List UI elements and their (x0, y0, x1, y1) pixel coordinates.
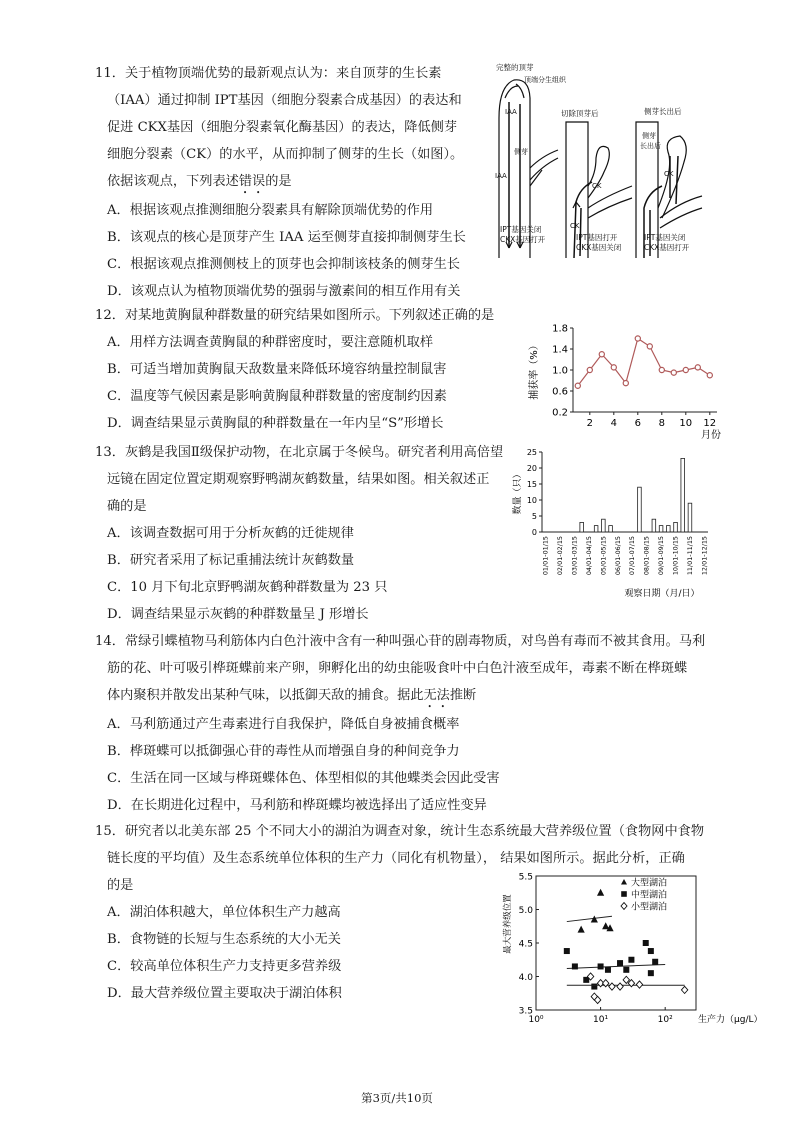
label-ck-1: CK (592, 182, 602, 190)
panel3-gene-label-1: IPT基因关闭 (644, 233, 686, 242)
x-tick-label: 11/01-11/15 (685, 536, 694, 576)
data-point (635, 336, 640, 341)
q11-stem-line: 依据该观点，下列表述错误的是 (107, 174, 292, 189)
label-lateral-out-1: 侧芽 (642, 132, 656, 140)
x-tick-label: 8 (658, 418, 665, 429)
q13-stem-line: 确的是 (107, 499, 147, 514)
legend-label: 中型湖泊 (631, 890, 668, 901)
bar (638, 487, 642, 532)
q14-option-b: B．桦斑蝶可以抵御强心苷的毒性从而增强自身的种间竞争力 (107, 744, 460, 759)
q15-option-a: A．湖泊体积越大，单位体积生产力越高 (107, 905, 341, 920)
y-tick-label: 0.6 (552, 386, 568, 398)
x-tick-label: 04/01-04/15 (584, 536, 593, 576)
y-axis-label: 最大营养级位置 (503, 894, 513, 954)
panel1-gene-label-1: IPT基因关闭 (500, 225, 542, 234)
x-tick-label: 10⁰ (528, 1015, 544, 1025)
q11-stem-line: 11．关于植物顶端优势的最新观点认为：来自顶芽的生长素 (95, 66, 442, 81)
data-point (564, 948, 570, 954)
data-point (609, 983, 615, 990)
label-ck-3: CK (664, 170, 674, 178)
x-tick-label: 05/01-05/15 (599, 536, 608, 576)
q13-option-a: A．该调查数据可用于分析灰鹤的迁徙规律 (107, 526, 354, 541)
q11-option-d: D．该观点认为植物顶端优势的强弱与激素间的相互作用有关 (107, 284, 461, 299)
data-point (695, 365, 700, 370)
q11-stem-line: 促进 CKX基因（细胞分裂素氧化酶基因）的表达，降低侧芽 (107, 120, 458, 135)
data-point (671, 370, 676, 375)
q15-stem-line: 的是 (107, 878, 134, 893)
y-tick-label: 1.4 (552, 344, 568, 356)
x-tick-label: 10¹ (593, 1015, 609, 1025)
x-tick-label: 06/01-06/15 (613, 536, 622, 576)
question-11 (95, 60, 466, 305)
bar (602, 519, 606, 532)
y-tick-label: 5 (531, 512, 537, 521)
label-iaa-2: IAA (495, 172, 507, 180)
bar (688, 503, 692, 532)
x-axis-label: 月份 (701, 430, 721, 441)
panel3-gene-label-2: CKX基因打开 (644, 243, 690, 252)
lake-scatter-chart (500, 868, 763, 1028)
y-tick-label: 1.0 (552, 365, 568, 377)
x-tick-label: 10 (679, 418, 693, 429)
data-point (652, 959, 658, 965)
bar (609, 526, 613, 532)
bar (652, 519, 656, 532)
x-tick-label: 02/01-02/15 (556, 536, 565, 576)
label-lateral-out-2: 长出后 (640, 142, 661, 150)
q11-option-b: B．该观点的核心是顶芽产生 IAA 运至侧芽直接抑制侧芽生长 (107, 230, 466, 245)
rat-chart (527, 320, 727, 440)
x-tick-label: 10² (657, 1015, 673, 1025)
q14-stem-line: 筋的花、叶可吸引桦斑蝶前来产卵，卵孵化出的幼虫能吸食叶中白色汁液至成年，毒素不断在桦斑蝶 (107, 661, 688, 676)
data-point (591, 984, 597, 990)
data-point (659, 367, 664, 372)
bar (580, 522, 584, 532)
x-axis-label: 生产力（μg/L） (698, 1015, 763, 1025)
data-point (636, 981, 642, 988)
q14-stem-line: 14．常绿引蝶植物马利筋体内白色汁液中含有一种叫强心苷的剧毒物质，对鸟兽有毒而不被其食用。马利 (95, 634, 706, 649)
legend-marker (621, 879, 627, 885)
panel1-gene-label-2: CKX基因打开 (500, 235, 546, 244)
data-point (707, 373, 712, 378)
q11-stem-line: （IAA）通过抑制 IPT基因（细胞分裂素合成基因）的表达和 (107, 93, 462, 108)
data-point (598, 963, 604, 969)
figure-11-diagram (484, 58, 706, 264)
data-point (597, 889, 604, 896)
x-tick-label: 09/01-09/15 (657, 536, 666, 576)
label-lateral-growth: 侧芽长出后 (644, 107, 682, 116)
data-point (648, 970, 654, 976)
q13-option-c: C．10 月下旬北京野鸭湖灰鹤种群数量为 23 只 (107, 580, 388, 595)
q14-option-d: D．在长期进化过程中，马利筋和桦斑蝶均被选择出了适应性变异 (107, 798, 487, 813)
y-tick-label: 4.5 (518, 939, 533, 950)
bar (681, 458, 685, 532)
bar (659, 526, 663, 532)
q15-stem-line: 链长度的平均值）及生态系统单位体积的生产力（同化有机物量）， 结果如图所示。据此分析，正确 (107, 851, 685, 866)
series-line (578, 339, 710, 386)
q11-option-a: A．根据该观点推测细胞分裂素具有解除顶端优势的作用 (107, 203, 434, 218)
trend-line (567, 916, 612, 921)
lake-chart (500, 868, 763, 1028)
data-point (575, 383, 580, 388)
y-tick-label: 0.2 (552, 407, 568, 419)
data-point (617, 960, 623, 966)
x-tick-label: 6 (634, 418, 641, 429)
data-point (599, 352, 604, 357)
data-point (578, 926, 585, 933)
panel2-gene-label-1: IPT基因打开 (576, 233, 618, 242)
x-tick-label: 12 (703, 418, 717, 429)
q12-option-c: C．温度等气候因素是影响黄胸鼠种群数量的密度制约因素 (107, 389, 447, 404)
y-tick-label: 10 (526, 496, 537, 505)
label-ck-2: CK (570, 222, 580, 230)
legend-marker (621, 903, 627, 910)
x-tick-label: 10/01-10/15 (671, 536, 680, 576)
data-point (647, 344, 652, 349)
x-tick-label: 03/01-03/15 (570, 536, 579, 576)
label-intact-bud: 完整的顶芽 (496, 63, 534, 72)
q15-stem-line: 15．研究者以北美东部 25 个不同大小的湖泊为调查对象，统计生态系统最大营养级位置（食物网中食物 (95, 824, 705, 839)
q13-stem-line: 13．灰鹤是我国Ⅱ级保护动物，在北京属于冬候鸟。研究者利用高倍望 (95, 445, 504, 460)
data-point (643, 940, 649, 946)
question-12 (95, 302, 494, 437)
data-point (603, 980, 609, 987)
q15-option-d: D．最大营养级位置主要取决于湖泊体积 (107, 986, 342, 1001)
q14-option-c: C．生活在同一区域与桦斑蝶体色、体型相似的其他蝶类会因此受害 (107, 771, 500, 786)
data-point (572, 963, 578, 969)
y-tick-label: 0 (531, 528, 537, 537)
rat-capture-chart (527, 320, 727, 440)
q12-option-a: A．用样方法调查黄胸鼠的种群密度时，要注意随机取样 (107, 335, 434, 350)
data-point (611, 365, 616, 370)
q12-option-d: D．调查结果显示黄胸鼠的种群数量在一年内呈“S”形增长 (107, 416, 444, 431)
data-point (587, 367, 592, 372)
q13-option-b: B．研究者采用了标记重捕法统计灰鹤数量 (107, 553, 355, 568)
apical-dominance-diagram (484, 58, 706, 264)
q13-option-d: D．调查结果显示灰鹤的种群数量呈 J 形增长 (107, 607, 369, 622)
q13-stem-line: 远镜在固定位置定期观察野鸭湖灰鹤数量，结果如图。相关叙述正 (107, 472, 490, 487)
legend-label: 小型湖泊 (631, 902, 668, 913)
y-axis-label: 捕获率（%） (529, 340, 540, 400)
y-tick-label: 3.5 (518, 1006, 533, 1017)
y-tick-label: 5.0 (518, 906, 533, 916)
q11-option-c: C．根据该观点推测侧枝上的顶芽也会抑制该枝条的侧芽生长 (107, 257, 460, 272)
y-tick-label: 4.0 (518, 973, 533, 983)
data-point (648, 948, 654, 954)
x-axis-label: 观察日期（月/日） (624, 589, 700, 599)
plot-frame (536, 876, 696, 1010)
data-point (623, 381, 628, 386)
question-14 (95, 628, 705, 819)
y-tick-label: 20 (526, 464, 537, 473)
label-cut-bud: 切除顶芽后 (561, 109, 599, 118)
question-13 (95, 439, 503, 628)
panel2-gene-label-2: CKX基因关闭 (576, 243, 622, 252)
label-iaa-1: IAA (505, 108, 517, 116)
x-tick-label: 01/01-01/15 (541, 536, 550, 576)
y-tick-label: 1.8 (552, 323, 568, 335)
y-tick-label: 15 (526, 480, 537, 489)
data-point (628, 957, 634, 963)
legend-marker (621, 891, 627, 897)
legend-label: 大型湖泊 (631, 878, 668, 889)
page-footer: 第3页/共10页 (361, 1091, 433, 1105)
x-tick-label: 4 (610, 418, 617, 429)
q14-option-a: A．马利筋通过产生毒素进行自我保护，降低自身被捕食概率 (107, 717, 460, 732)
data-point (605, 967, 611, 973)
crane-count-chart (512, 442, 732, 600)
x-tick-label: 12/01-12/15 (700, 536, 709, 576)
data-point (623, 967, 629, 973)
data-point (617, 983, 623, 990)
q14-stem-line: 体内聚积并散发出某种气味，以抵御天敌的捕食。据此无法推断 (107, 688, 477, 703)
q15-option-b: B．食物链的长短与生态系统的大小无关 (107, 932, 341, 947)
label-lateral-bud: 侧芽 (514, 148, 528, 156)
x-tick-label: 07/01-07/15 (628, 536, 637, 576)
q12-option-b: B．可适当增加黄胸鼠天敌数量来降低环境容纳量控制鼠害 (107, 362, 447, 377)
data-point (683, 367, 688, 372)
y-tick-label: 25 (526, 448, 537, 457)
bar (674, 522, 678, 532)
trend-line (567, 964, 665, 968)
bar (594, 526, 598, 532)
crane-chart (512, 442, 732, 600)
x-tick-label: 2 (586, 418, 593, 429)
q15-option-c: C．较高单位体积生产力支持更多营养级 (107, 959, 342, 974)
q11-stem-line: 细胞分裂素（CK）的水平，从而抑制了侧芽的生长（如图）。 (107, 147, 464, 162)
bar (667, 526, 671, 532)
y-axis-label: 数量（只） (513, 469, 523, 515)
y-tick-label: 5.5 (518, 872, 533, 883)
q12-stem: 12．对某地黄胸鼠种群数量的研究结果如图所示。下列叙述正确的是 (95, 308, 495, 323)
data-point (681, 986, 687, 993)
x-tick-label: 08/01-08/15 (642, 536, 651, 576)
label-apical-meristem: 顶端分生组织 (524, 76, 566, 84)
